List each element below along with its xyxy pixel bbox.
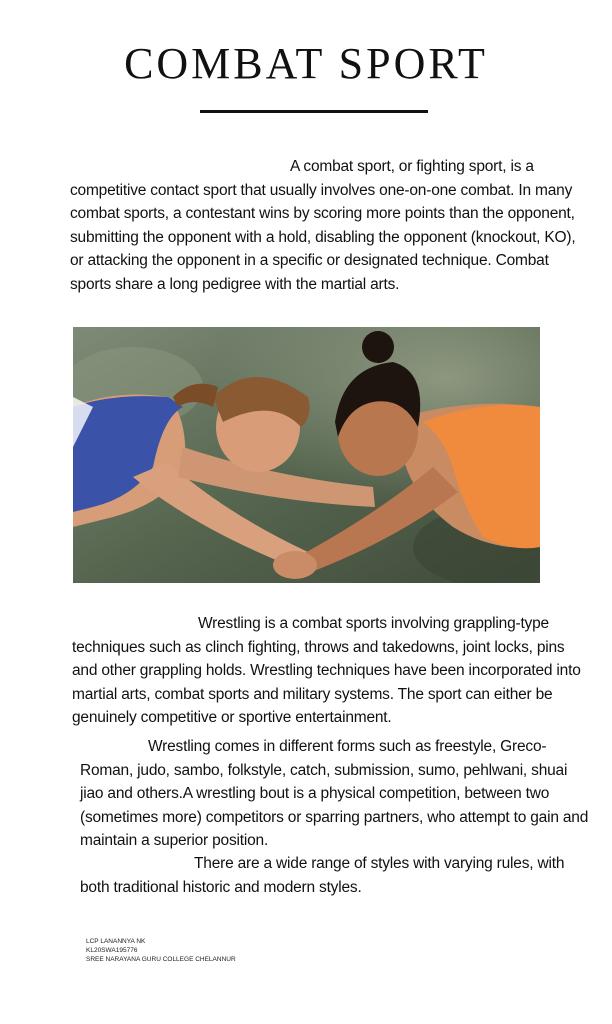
credit-name: LCP LANANNYA NK [86,938,146,945]
wrestlers-illustration [73,327,540,583]
wrestling-text: Wrestling is a combat sports involving grappling-type techniques such as clinch fighting, throws and takedowns, joint locks, pins and other grappling holds. Wrestling techniques have been incorporated into martial arts, combat sports and military systems. The sport can either be genuinely competitive or sportive entertainment. [72,615,581,726]
wrestling-paragraph [72,612,592,730]
clasped-hands [273,551,317,579]
forms-paragraph [80,735,590,853]
page-title: COMBAT SPORT [124,39,488,88]
wrestling-photo [73,327,540,583]
author-credits [86,937,236,964]
forms-text: Wrestling comes in different forms such as freestyle, Greco-Roman, judo, sambo, folkstyle, catch, submission, sumo, pehlwani, shuai jiao and others.A wrestling bout is a physical competition, between two (sometimes more) competitors or sparring partners, who attempt to gain and maintain a superior position. [80,738,589,849]
styles-paragraph [80,852,590,899]
intro-paragraph [70,155,590,296]
intro-text: A combat sport, or fighting sport, is a competitive contact sport that usually involves one-on-one combat. In many combat sports, a contestant wins by scoring more points than the opponent, submitting the opponent with a hold, disabling the opponent (knockout, KO), or attacking the opponent in a specific or designated technique. Combat sports share a long pedigree with the martial arts. [70,158,576,293]
credit-id: KL20SWA195776 [86,947,138,954]
credit-college: SREE NARAYANA GURU COLLEGE CHELANNUR [86,956,236,963]
styles-text: There are a wide range of styles with varying rules, with both traditional historic and modern styles. [80,855,565,896]
title-underline [200,110,428,113]
